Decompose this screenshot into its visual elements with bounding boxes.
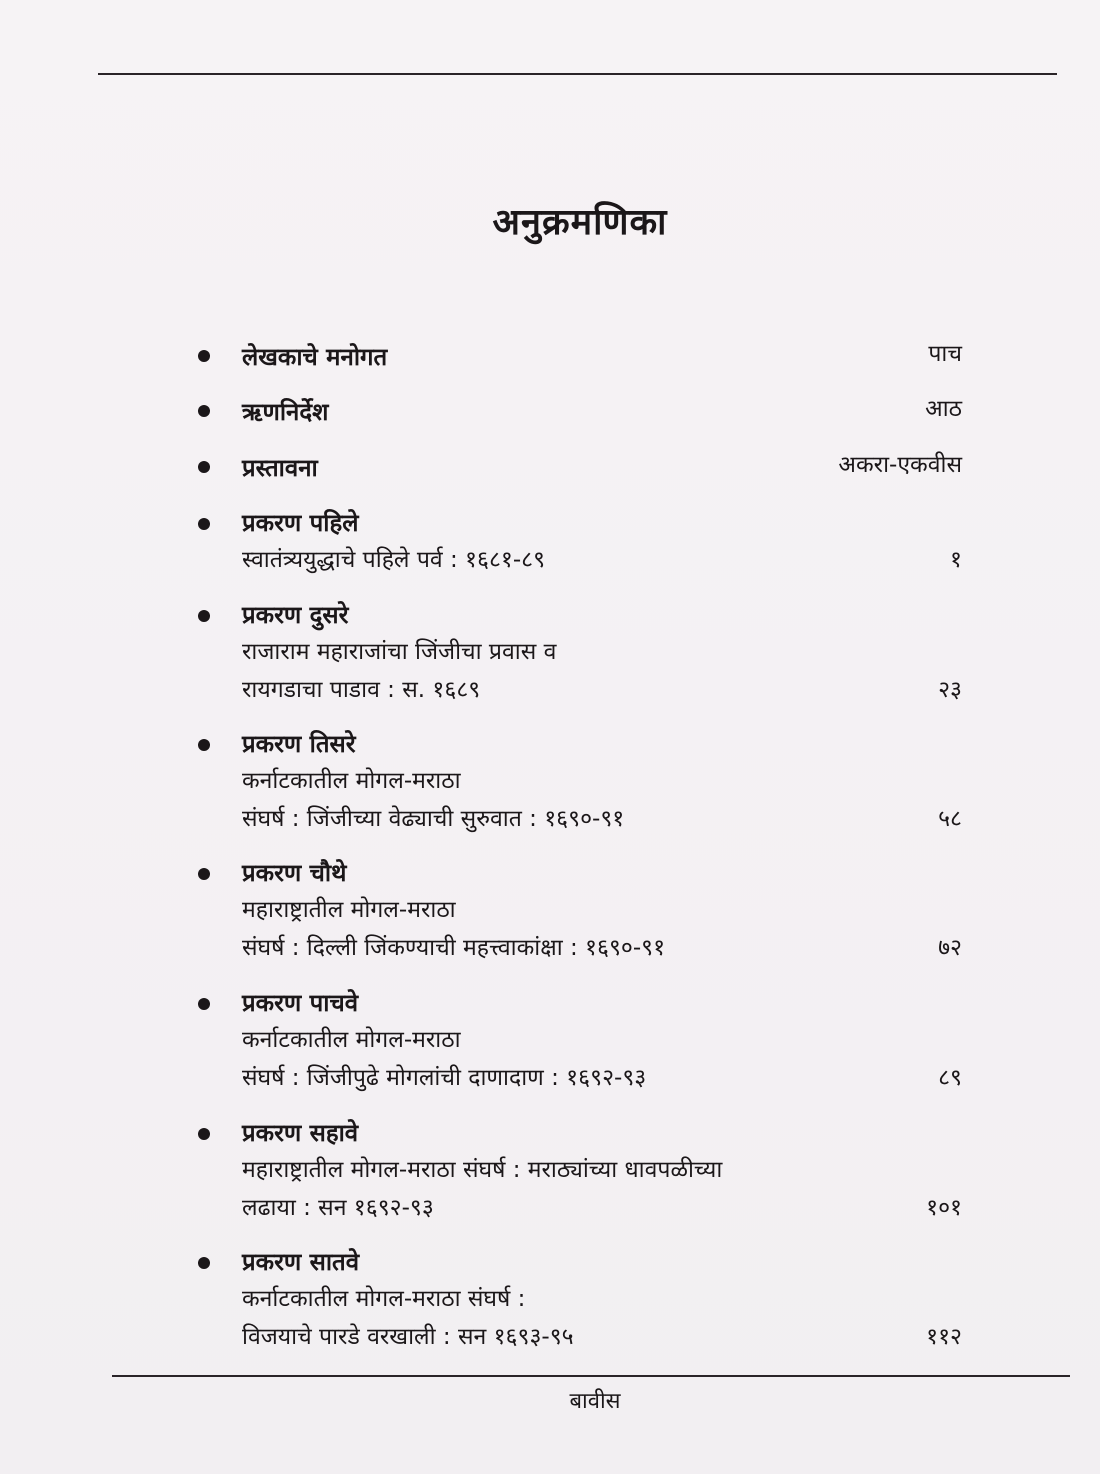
bullet-icon	[198, 518, 210, 530]
entry-heading: प्रकरण दुसरे	[242, 601, 349, 629]
entry-heading: ऋणनिर्देश	[242, 398, 329, 426]
entry-subtitle-line: स्वातंत्र्ययुद्धाचे पहिले पर्व : १६८१-८९	[242, 547, 546, 573]
entry-heading: लेखकाचे मनोगत	[242, 343, 388, 371]
entry-subtitle-line: संघर्ष : जिंजीपुढे मोगलांची दाणादाण : १६९२-९३	[242, 1065, 647, 1091]
entry-heading: प्रस्तावना	[242, 454, 318, 482]
entry-subtitle-line: रायगडाचा पाडाव : स. १६८९	[242, 677, 481, 703]
entry-subtitle-line: कर्नाटकातील मोगल-मराठा	[242, 768, 461, 794]
entry-subtitle-line: महाराष्ट्रातील मोगल-मराठा	[242, 897, 456, 923]
entry-subtitle-line: कर्नाटकातील मोगल-मराठा संघर्ष :	[242, 1286, 526, 1312]
entry-page-number: ७२	[938, 935, 962, 961]
entry-page-number: पाच	[928, 341, 962, 367]
entry-heading: प्रकरण तिसरे	[242, 730, 356, 758]
entry-heading: प्रकरण पहिले	[242, 509, 359, 537]
bullet-icon	[198, 1257, 210, 1269]
page-title: अनुक्रमणिका	[492, 202, 668, 243]
bullet-icon	[198, 998, 210, 1010]
bullet-icon	[198, 1128, 210, 1140]
entry-subtitle-line: विजयाचे पारडे वरखाली : सन १६९३-९५	[242, 1324, 574, 1350]
bullet-icon	[198, 405, 210, 417]
bullet-icon	[198, 868, 210, 880]
entry-subtitle-line: राजाराम महाराजांचा जिंजीचा प्रवास व	[242, 639, 557, 665]
entry-subtitle-line: महाराष्ट्रातील मोगल-मराठा संघर्ष : मराठ्यांच्या धावपळीच्या	[242, 1157, 723, 1183]
entry-page-number: आठ	[925, 396, 962, 422]
entry-page-number: १	[950, 547, 962, 573]
entry-page-number: ८९	[938, 1065, 962, 1091]
bullet-icon	[198, 610, 210, 622]
entry-heading: प्रकरण सहावे	[242, 1119, 359, 1147]
entry-subtitle-line: कर्नाटकातील मोगल-मराठा	[242, 1027, 461, 1053]
bottom-rule	[112, 1375, 1070, 1377]
entry-page-number: ११२	[926, 1324, 962, 1350]
entry-page-number: २३	[938, 677, 962, 703]
entry-subtitle-line: संघर्ष : दिल्ली जिंकण्याची महत्त्वाकांक्षा : १६९०-९१	[242, 935, 666, 961]
bullet-icon	[198, 350, 210, 362]
entry-subtitle-line: लढाया : सन १६९२-९३	[242, 1195, 434, 1221]
page-number-footer: बावीस	[569, 1389, 621, 1414]
bullet-icon	[198, 739, 210, 751]
entry-subtitle-line: संघर्ष : जिंजीच्या वेढ्याची सुरुवात : १६९०-९१	[242, 806, 625, 832]
entry-page-number: अकरा-एकवीस	[838, 452, 962, 478]
bullet-icon	[198, 461, 210, 473]
entry-page-number: ५८	[938, 806, 962, 832]
entry-heading: प्रकरण पाचवे	[242, 989, 359, 1017]
entry-page-number: १०१	[926, 1195, 962, 1221]
top-rule	[98, 73, 1057, 75]
entry-heading: प्रकरण चौथे	[242, 859, 347, 887]
entry-heading: प्रकरण सातवे	[242, 1248, 360, 1276]
